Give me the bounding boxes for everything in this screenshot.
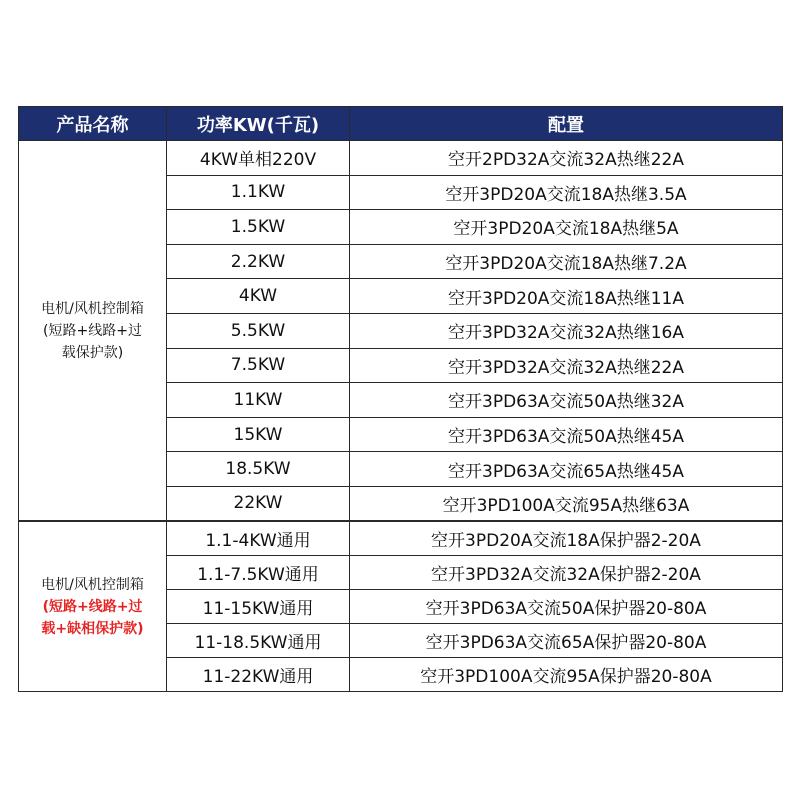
power-cell: 1.1-4KW通用	[167, 521, 350, 555]
product-name-line: 载保护款)	[61, 344, 124, 361]
config-cell: 空开3PD63A交流65A保护器20-80A	[350, 624, 783, 658]
power-cell: 11-18.5KW通用	[167, 624, 350, 658]
power-cell: 4KW	[167, 279, 350, 314]
config-cell: 空开3PD32A交流32A保护器2-20A	[350, 555, 783, 589]
power-cell: 1.1-7.5KW通用	[167, 555, 350, 589]
product-name-highlight-line: 载+缺相保护款)	[41, 620, 144, 637]
power-cell: 2.2KW	[167, 244, 350, 279]
config-cell: 空开3PD63A交流50A热继32A	[350, 383, 783, 418]
config-cell: 空开2PD32A交流32A热继22A	[350, 141, 783, 176]
config-cell: 空开3PD100A交流95A热继63A	[350, 486, 783, 521]
product-name-cell-group1	[19, 141, 167, 522]
power-cell: 15KW	[167, 417, 350, 452]
product-name-line: 电机/风机控制箱	[41, 576, 144, 593]
config-cell: 空开3PD20A交流18A热继11A	[350, 279, 783, 314]
power-cell: 11-15KW通用	[167, 589, 350, 623]
power-cell: 18.5KW	[167, 452, 350, 487]
power-cell: 4KW单相220V	[167, 141, 350, 176]
header-power: 功率KW(千瓦)	[167, 107, 350, 141]
spec-table	[18, 106, 783, 692]
header-row	[19, 107, 783, 141]
power-cell: 5.5KW	[167, 313, 350, 348]
power-cell: 7.5KW	[167, 348, 350, 383]
table-row	[19, 141, 783, 176]
product-name-cell-group2	[19, 521, 167, 692]
config-cell: 空开3PD20A交流18A热继5A	[350, 210, 783, 245]
config-cell: 空开3PD20A交流18A热继7.2A	[350, 244, 783, 279]
header-product-name: 产品名称	[19, 107, 167, 141]
table-row	[19, 521, 783, 555]
power-cell: 11-22KW通用	[167, 658, 350, 692]
config-cell: 空开3PD63A交流50A热继45A	[350, 417, 783, 452]
product-name-highlight-line: (短路+线路+过	[42, 598, 143, 615]
config-cell: 空开3PD63A交流65A热继45A	[350, 452, 783, 487]
product-name-line: 电机/风机控制箱	[41, 300, 144, 317]
config-cell: 空开3PD20A交流18A保护器2-20A	[350, 521, 783, 555]
config-cell: 空开3PD32A交流32A热继16A	[350, 313, 783, 348]
config-cell: 空开3PD100A交流95A保护器20-80A	[350, 658, 783, 692]
product-name-line: (短路+线路+过	[43, 322, 142, 339]
power-cell: 1.1KW	[167, 175, 350, 210]
power-cell: 1.5KW	[167, 210, 350, 245]
power-cell: 22KW	[167, 486, 350, 521]
config-cell: 空开3PD20A交流18A热继3.5A	[350, 175, 783, 210]
header-config: 配置	[350, 107, 783, 141]
power-cell: 11KW	[167, 383, 350, 418]
config-cell: 空开3PD32A交流32A热继22A	[350, 348, 783, 383]
config-cell: 空开3PD63A交流50A保护器20-80A	[350, 589, 783, 623]
